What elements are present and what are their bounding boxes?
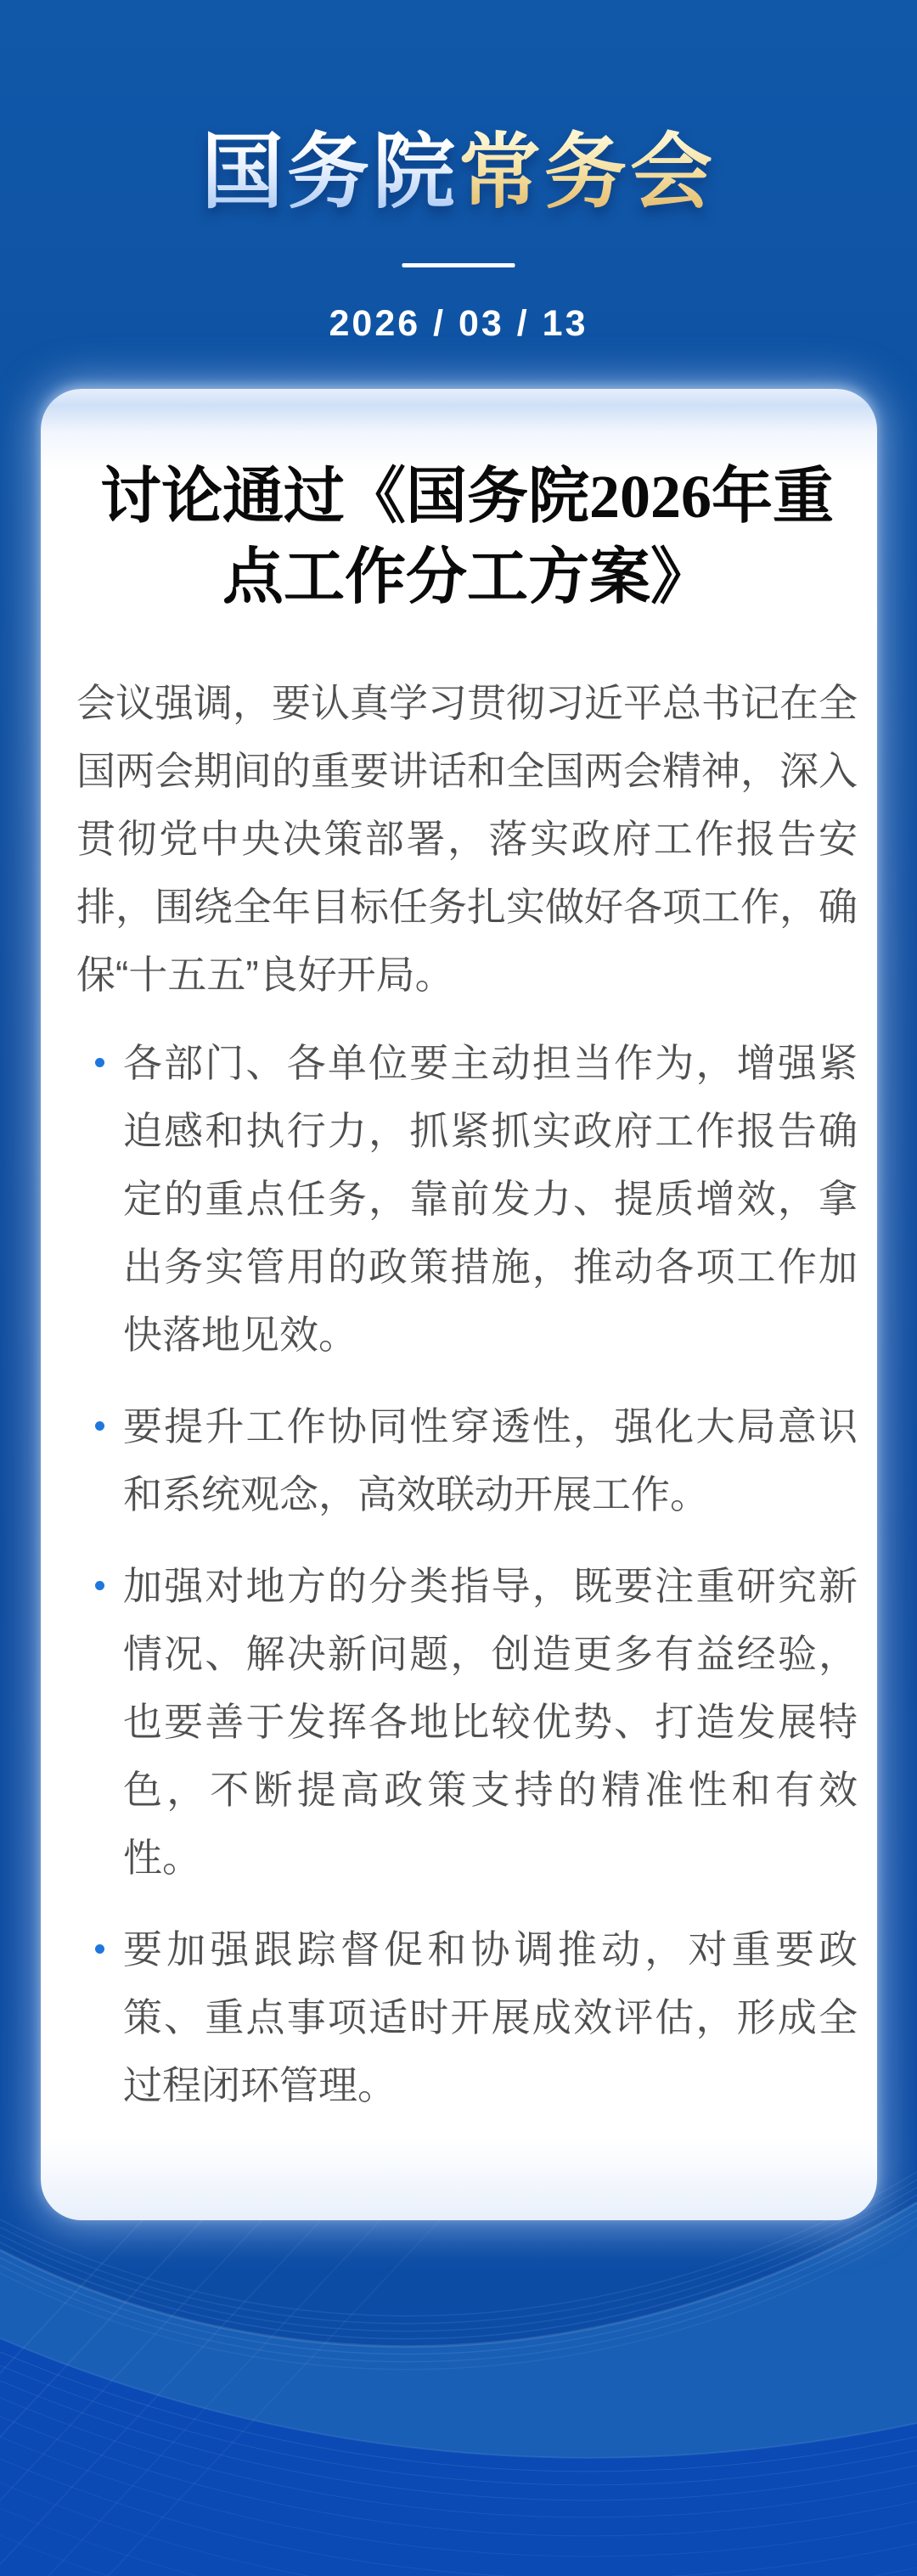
content-card [41, 389, 877, 2220]
bullet-dot-icon [95, 1581, 104, 1590]
bullet-dot-icon [95, 1421, 104, 1431]
title-text-primary: 国务院 [201, 126, 458, 218]
key-point-item [76, 1392, 858, 1528]
key-point-text: 加强对地方的分类指导，既要注重研究新情况、解决新问题，创造更多有益经验，也要善于发挥各地比较优势、打造发展特色，不断提高政策支持的精准性和有效性。 [123, 1564, 858, 1880]
page-title [0, 126, 917, 218]
meeting-summary: 会议强调，要认真学习贯彻习近平总书记在全国两会期间的重要讲话和全国两会精神，深入贯彻党中央决策部署，落实政府工作报告安排，围绕全年目标任务扎实做好各项工作，确保“十五五”良好开局。 [76, 681, 858, 997]
key-point-item [76, 1915, 858, 2119]
key-point-item [76, 1552, 858, 1892]
key-point-text: 要提升工作协同性穿透性，强化大局意识和系统观念，高效联动开展工作。 [123, 1404, 858, 1516]
key-point-text: 要加强跟踪督促和协调推动，对重要政策、重点事项适时开展成效评估，形成全过程闭环管理。 [123, 1927, 858, 2107]
bullet-dot-icon [95, 1058, 104, 1067]
key-point-item [76, 1029, 858, 1369]
key-point-text: 各部门、各单位要主动担当作为，增强紧迫感和执行力，抓紧抓实政府工作报告确定的重点任务，靠前发力、提质增效，拿出务实管用的政策措施，推动各项工作加快落地见效。 [123, 1041, 858, 1357]
key-points-list [76, 1029, 858, 2119]
title-divider [402, 263, 515, 267]
bullet-dot-icon [95, 1944, 104, 1954]
title-text-accent: 常务会 [458, 126, 716, 218]
card-heading: 讨论通过《国务院2026年重点工作分工方案》 [99, 463, 834, 611]
meeting-date: 2026 / 03 / 13 [329, 303, 588, 344]
